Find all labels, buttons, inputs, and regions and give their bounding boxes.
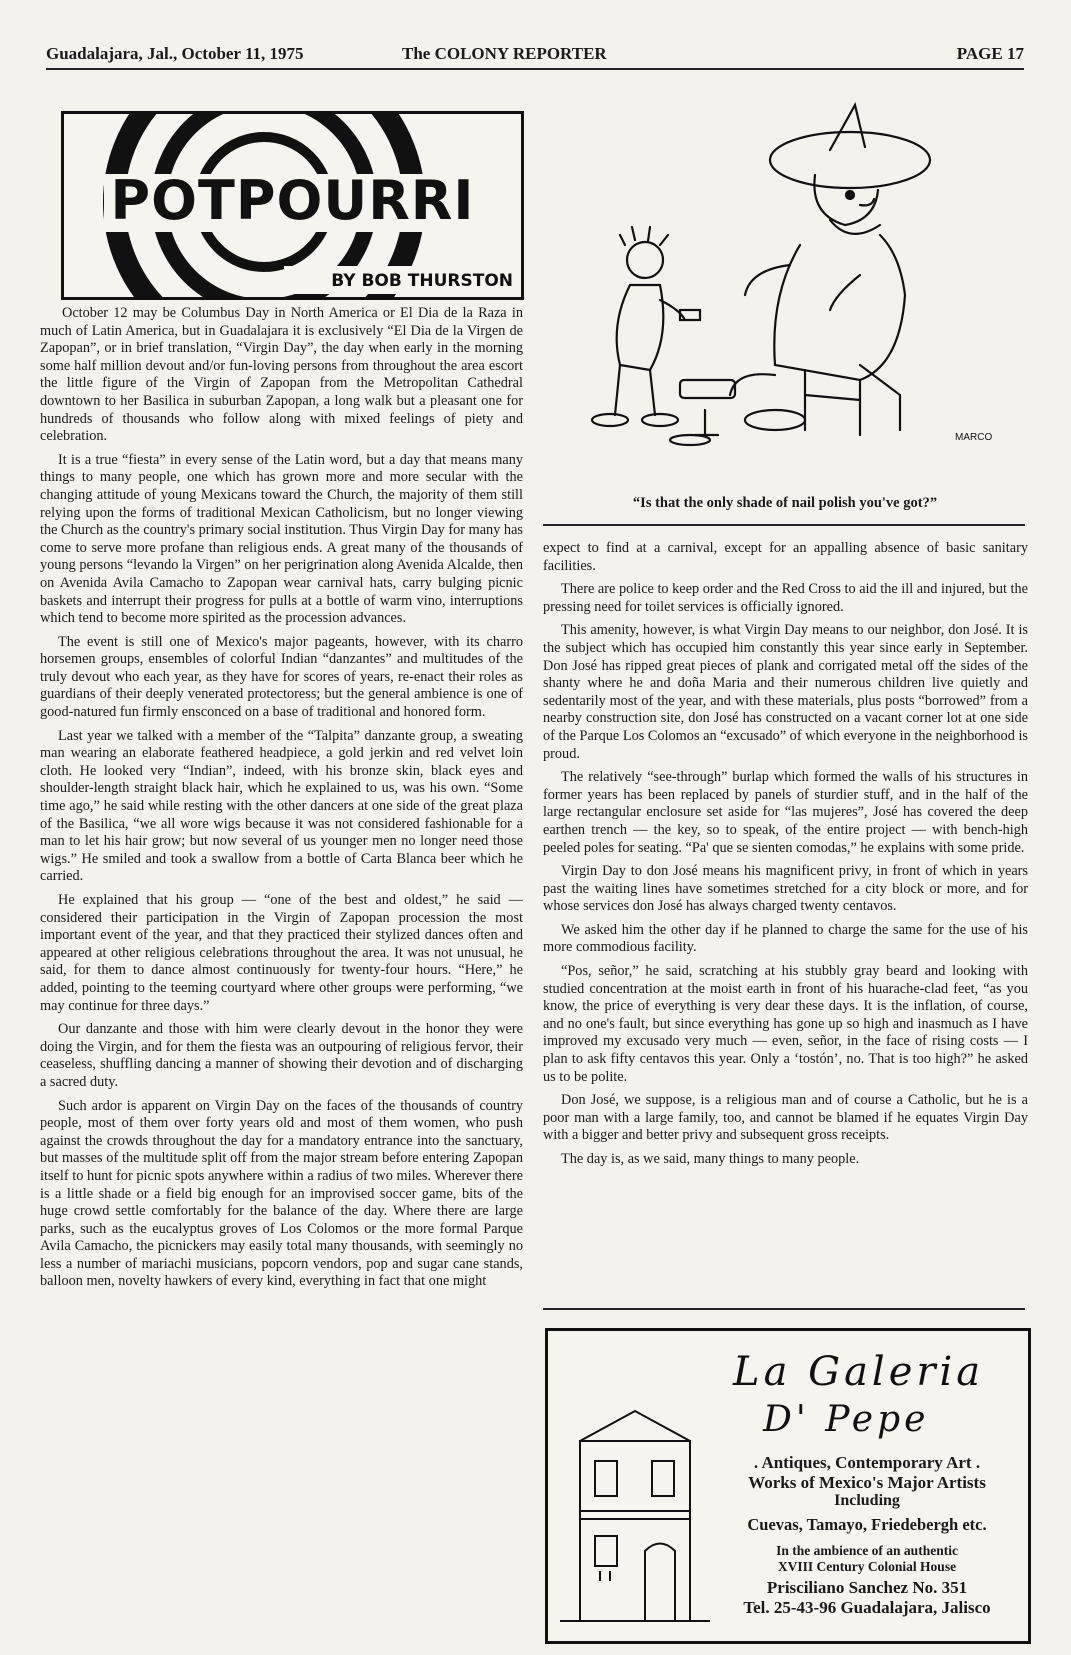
ad-line: XVIII Century Colonial House: [777, 1558, 957, 1574]
article-paragraph: “Pos, señor,” he said, scratching at his stubbly gray beard and looking with studied concentration at the moist earth in front of his huarache-clad feet, “as you know, the price of everything is very dear these days. It is the inflation, of course, and no one's fault, but since everything has gone up so high and inasmuch as I have improved my excusado very much — even, señor, in the face of rising costs — I plan to ask fifty centavos this year. Only a ‘tostón’, no. That is too high?” he asked us to be polite.: [543, 963, 1028, 1085]
article-paragraph: Virgin Day to don José means his magnificent privy, in front of which in years past the waiting lines have sometimes stretched for a city block or more, and for whose services don José has always charged twenty centavos.: [543, 863, 1028, 915]
ad-line: Including: [834, 1492, 900, 1510]
article-paragraph: Such ardor is apparent on Virgin Day on the faces of the thousands of country people, most of them over forty years old and most of them women, who push against the crowds throughout the day for a mandatory entrance into the sanctuary, but masses of the multitude split off from the major stream before entering Zapopan itself to hunt for picnic spots anywhere within a radius of two miles. Wherever there is a little shade or a field big enough for an improvised soccer game, bits of the huge crowd settle comfortably for the balance of the day. Where there are large parks, such as the eucalyptus groves of Los Colomos or the more formal Parque Avila Camacho, the picnickers may easily total many thousands, with seemingly no less a number of mariachi musicians, popcorn vendors, pop and sugar cane stands, balloon men, novelty hawkers of every kind, everything in fact that one might: [40, 1097, 523, 1290]
article-paragraph: There are police to keep order and the Red Cross to aid the ill and injured, but the pressing need for toilet services is officially ignored.: [543, 581, 1028, 615]
cartoon-caption: “Is that the only shade of nail polish you've got?”: [632, 495, 938, 511]
ad-line: In the ambience of an authentic: [776, 1543, 958, 1559]
article-paragraph: This amenity, however, is what Virgin Day means to our neighbor, don José. It is the subject which has occupied him constantly this year since early in September. Don José has ripped great pieces of plank and corrigated metal off the sides of the shanty where he and doña Maria and their numerous children live quietly and sedentarily most of the year, and with these materials, plus posts “borrowed” from a nearby construction site, don José has constructed on a vacant corner lot at one side of the Parque Los Colomos an “excusado” of which everyone in the neighborhood is proud.: [543, 622, 1028, 762]
ad-phone: Tel. 25-43-96 Guadalajara, Jalisco: [743, 1598, 991, 1618]
column-title: POTPOURRI: [110, 169, 475, 232]
ad-line: . Antiques, Contemporary Art .: [753, 1453, 981, 1472]
cartoon-signature: MARCO: [955, 432, 993, 443]
ad-separator-rule: [543, 1308, 1025, 1310]
article-paragraph: The relatively “see-through” burlap which formed the walls of his structures in former years has been replaced by panels of sturdier stuff, and in the half of the large rectangular enclosure set aside for “las mujeres”, José has covered the deep earthen trench — the key, so to speak, of the entire project — with bench-high peeled poles for seating. “Pa' que se sienten comodas,” he explains with some pride.: [543, 769, 1028, 856]
article-paragraph: The event is still one of Mexico's major pageants, however, with its charro horsemen groups, ensembles of colorful Indian “danzantes” and multitudes of the truly devout who each year, as they have for scores of years, re-enact their roles as guardians of their deeply venerated protectoress; but the general ambience is one of good-natured fun firmly ensconced on a base of traditional and honored form.: [40, 633, 523, 721]
article-paragraph: He explained that his group — “one of the best and oldest,” he said — considered their participation in the Virgin of Zapopan procession the most important event of the year, and that they practiced their stylized dances often and appeared at other religious celebrations throughout the area. It was not unusual, he said, for them to dance almost continuously for twenty-four hours. “Here,” he added, pointing to the teeming courtyard where other groups were performing, “we may continue for three days.”: [40, 892, 523, 1014]
article-paragraph: We asked him the other day if he planned to charge the same for the use of his more commodious facility.: [543, 921, 1028, 956]
page-number: PAGE 17: [956, 44, 1024, 63]
article-paragraph: expect to find at a carnival, except for an appalling absence of basic sanitary facilities.: [543, 540, 1028, 574]
article-paragraph: Don José, we suppose, is a religious man and of course a Catholic, but he is a poor man with a large family, too, and cannot be blamed if he equates Virgin Day with a bigger and better privy and subsequent gross receipts.: [543, 1092, 1028, 1144]
ad-text-block: [708, 1453, 1026, 1618]
article-paragraph: It is a true “fiesta” in every sense of the Latin word, but a day that means many things to many people, one which has grown more and more secular with the changing attitude of young Mexicans toward the Church, the majority of them still relying upon the forms of traditional Mexican Catholicism, but no longer viewing the Church as the country's primary social institution. Thus Virgin Day for many has come to serve more profane than religious ends. A great many of the thousands of young persons “levando la Virgen” on her perigrination along Avenida Alcalde, then on Avenida Avila Camacho to Zapopan wear carnival hats, carry bulging picnic baskets and interrupt their progress for pulls at a bottle of warm vino, interruptions which tend to become more spirited as the procession advances.: [40, 451, 523, 627]
cartoon-illustration: [560, 95, 1010, 470]
ad-line: Works of Mexico's Major Artists: [748, 1472, 986, 1492]
column-byline: BY BOB THURSTON: [331, 271, 513, 291]
article-paragraph: The day is, as we said, many things to many people.: [561, 1151, 860, 1167]
colonial-house-icon: [560, 1401, 710, 1631]
header-rule: [46, 68, 1024, 70]
article-right-column: [543, 540, 1028, 1280]
article-paragraph: October 12 may be Columbus Day in North America or El Dia de la Raza in much of Latin America, but in Guadalajara it is exclusively “El Dia de la Virgen de Zapopan”, or in brief translation, “Virgin Day”, the day when early in the morning some half million devout and/or fun-loving persons from throughout the area escort the little figure of the Virgin of Zapopan from the Metropolitan Cathedral downtown to her Basilica in suburban Zapopan, a long walk but a pleasant one for hundreds of thousands who follow along with mixed feelings of piety and celebration.: [40, 305, 523, 445]
page-header: [46, 44, 1024, 68]
column-logo: [61, 111, 524, 300]
article-paragraph: Our danzante and those with him were clearly devout in the honor they were doing the Virgin, and for them the fiesta was an outpouring of religious fervor, their ceaseless, shuffling dancing a manner of showing their devotion and of discharging a sacred duty.: [40, 1021, 523, 1090]
header-date: Guadalajara, Jal., October 11, 1975: [46, 44, 304, 63]
ad-address: Prisciliano Sanchez No. 351: [766, 1578, 968, 1598]
gallery-owner-script: D' Pepe: [763, 1399, 930, 1440]
gallery-name-script: La Galeria: [733, 1349, 985, 1395]
ad-line: Cuevas, Tamayo, Friedebergh etc.: [747, 1515, 987, 1535]
newspaper-name: The COLONY REPORTER: [402, 44, 607, 63]
caption-rule: [543, 524, 1025, 526]
article-left-column: [40, 305, 523, 1630]
article-paragraph: Last year we talked with a member of the “Talpita” danzante group, a sweating man wearing an elaborate feathered headpiece, a gold jerkin and red velvet loin cloth. He looked very “Indian”, indeed, with his bronze skin, black eyes and shoulder-length straight black hair, which he explained to us, was his own. “Some time ago,” he said while resting with the other dancers at one side of the great plaza of the Basilica, “we all wore wigs because it was not considered fashionable for a man to let his hair grow; but now several of us younger men no longer need those wigs.” He smiled and took a swallow from a bottle of Carta Blanca beer which he carried.: [40, 727, 523, 885]
gallery-advertisement: [545, 1328, 1031, 1644]
